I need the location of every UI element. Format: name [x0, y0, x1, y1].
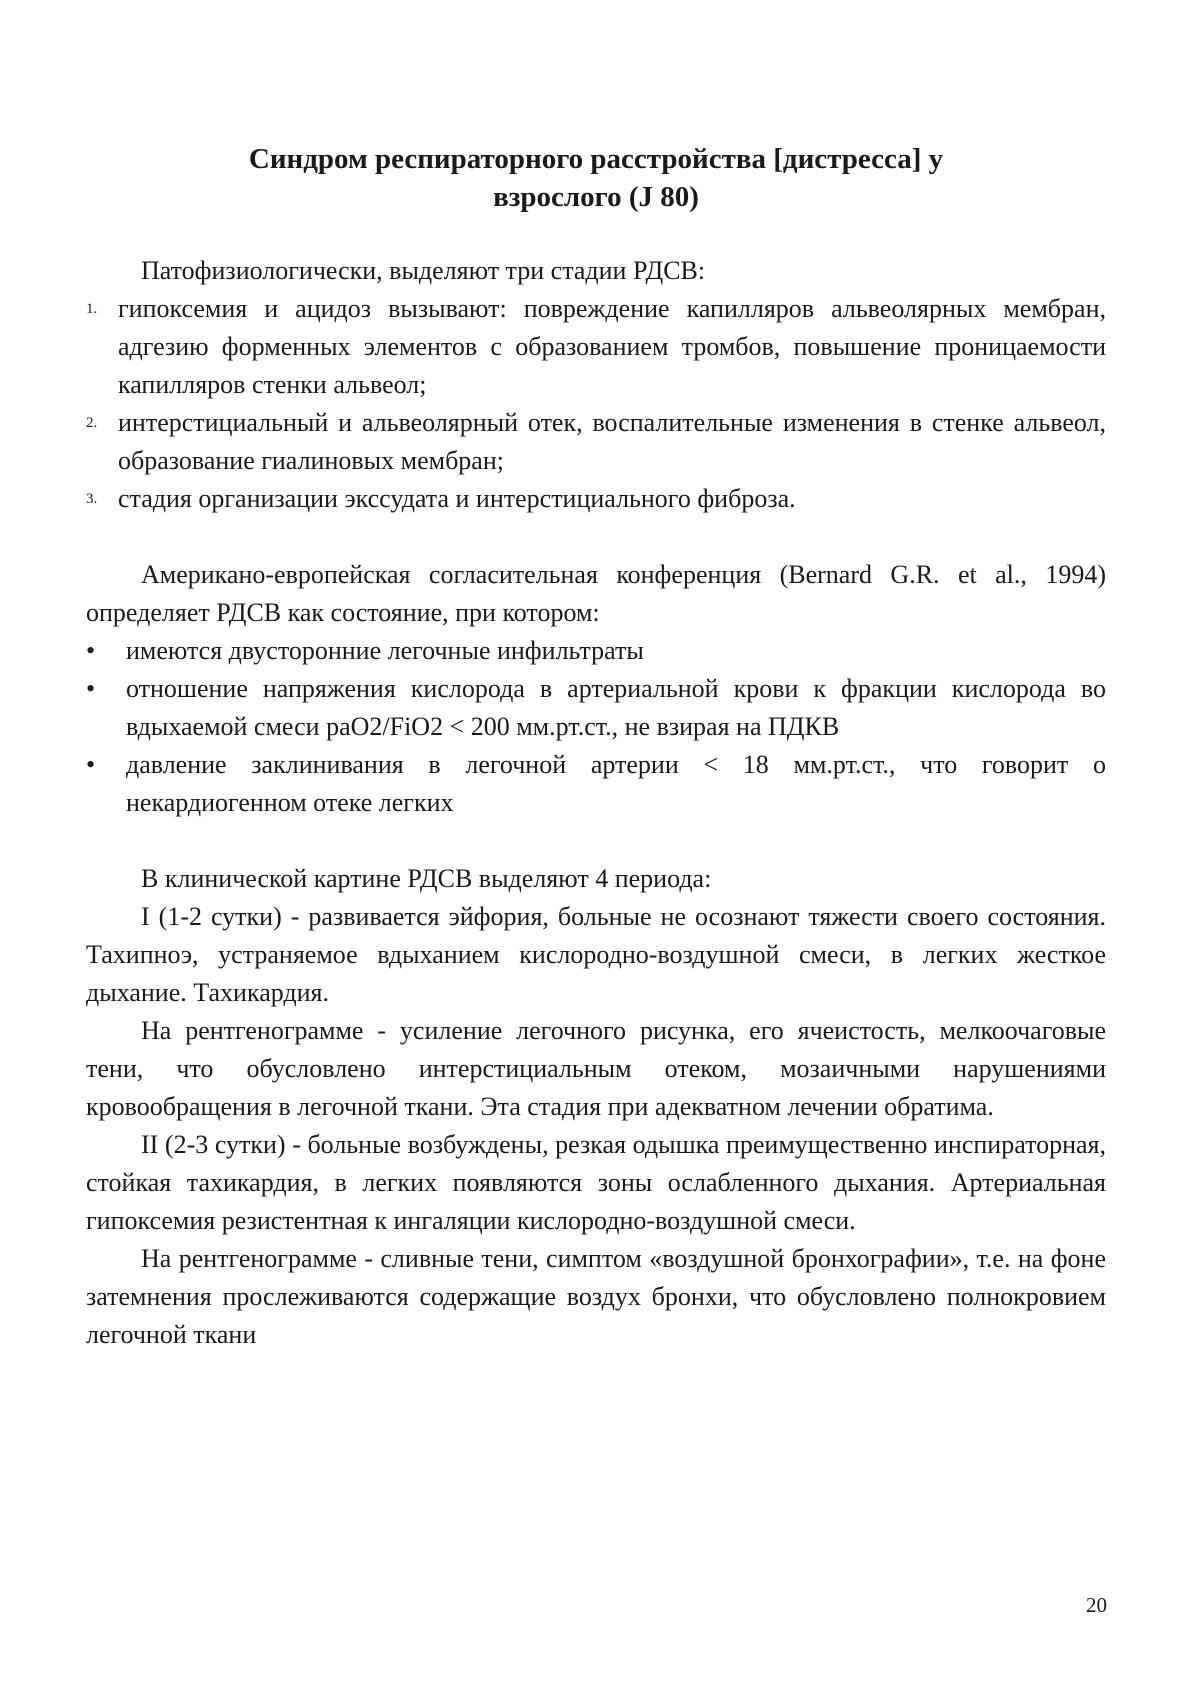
conference-paragraph: Американо-европейская согласительная конференция (Bernard G.R. et al., 1994) определяет РДСВ как состояние, при котором:	[86, 560, 1106, 627]
list-item-text: гипоксемия и ацидоз вызывают: повреждение капилляров альвеолярных мембран, адгезию форменных элементов с образованием тромбов, повышение проницаемости капилляров стенки альвеол;	[118, 294, 1106, 399]
page-number: 20	[1086, 1593, 1107, 1617]
list-item	[86, 746, 1106, 822]
title-line-1: Синдром респираторного расстройства [дистресса] у	[248, 143, 944, 175]
bullet-icon: •	[86, 750, 96, 779]
intro-paragraph: Патофизиологически, выделяют три стадии РДСВ:	[141, 256, 706, 285]
list-item	[86, 480, 1106, 518]
list-item	[86, 290, 1106, 404]
criteria-list	[86, 632, 1106, 822]
list-item	[86, 632, 1106, 670]
list-item	[86, 404, 1106, 480]
page-title	[86, 140, 1106, 216]
list-item-text: давление заклинивания в легочной артерии < 18 мм.рт.ст., что говорит о некардиогенном отеке легких	[126, 750, 1106, 817]
stages-list	[86, 290, 1106, 518]
period-2-paragraph: II (2-3 сутки) - больные возбуждены, резкая одышка преимущественно инспираторная, стойкая тахикардия, в легких появляются зоны ослабленного дыхания. Артериальная гипоксемия резистентная к ингаляции кислородно-воздушной смеси.	[86, 1130, 1106, 1235]
bullet-icon: •	[86, 636, 96, 665]
list-number: 1.	[86, 301, 98, 317]
period-1-xray-paragraph: На рентгенограмме - усиление легочного рисунка, его ячеистость, мелкоочаговые тени, что обусловлено интерстициальным отеком, мозаичными нарушениями кровообращения в легочной ткани. Эта стадия при адекватном лечении обратима.	[86, 1016, 1106, 1121]
bullet-icon: •	[86, 674, 96, 703]
list-item-text: интерстициальный и альвеолярный отек, воспалительные изменения в стенке альвеол, образование гиалиновых мембран;	[118, 408, 1106, 475]
period-2-xray-paragraph: На рентгенограмме - сливные тени, симптом «воздушной бронхографии», т.е. на фоне затемнения прослеживаются содержащие воздух бронхи, что обусловлено полнокровием легочной ткани	[86, 1244, 1106, 1349]
list-item-text: стадия организации экссудата и интерстициального фиброза.	[118, 484, 796, 513]
list-item-text: имеются двусторонние легочные инфильтраты	[126, 636, 644, 665]
list-item	[86, 670, 1106, 746]
list-number: 3.	[86, 491, 98, 507]
list-item-text: отношение напряжения кислорода в артериальной крови к фракции кислорода во вдыхаемой смеси paO2/FiO2 < 200 мм.рт.ст., не взирая на ПДКВ	[126, 674, 1106, 741]
period-1-paragraph: I (1-2 сутки) - развивается эйфория, больные не осознают тяжести своего состояния. Тахипноэ, устраняемое вдыханием кислородно-воздушной смеси, в легких жесткое дыхание. Тахикардия.	[86, 902, 1106, 1007]
list-number: 2.	[86, 415, 98, 431]
title-line-2: взрослого (J 80)	[493, 181, 699, 213]
clinical-intro-paragraph: В клинической картине РДСВ выделяют 4 периода:	[141, 864, 712, 893]
document-page	[86, 140, 1106, 1354]
